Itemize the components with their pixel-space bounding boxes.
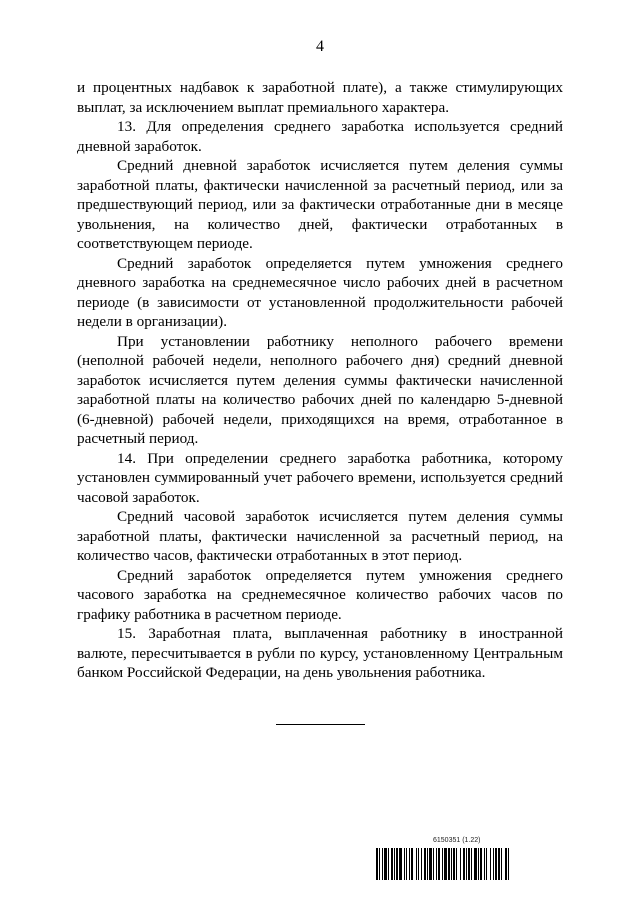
paragraph-item-15: 15. Заработная плата, выплаченная работнику в иностранной валюте, пересчитывается в рубли по курсу, установленному Центральным банком Российской Федерации, на день увольнения работника. (77, 625, 563, 681)
end-of-text-rule (276, 724, 365, 725)
page-number: 4 (316, 38, 324, 55)
paragraph: При установлении работнику неполного рабочего времени (неполной рабочей недели, неполного рабочего дня) средний дневной заработок исчисляется путем деления суммы фактически начисленной заработной платы на количество рабочих дней по календарю 5-дневной (6-дневной) рабочей недели, приходящихся на время, отработанное в расчетный период. (77, 332, 563, 447)
paragraph: Средний заработок определяется путем умножения среднего дневного заработка на среднемесячное число рабочих дней в расчетном периоде (в зависимости от установленной продолжительности рабочей недели в организации). (77, 254, 563, 330)
paragraph: Средний дневной заработок исчисляется путем деления суммы заработной платы, фактически начисленной за расчетный период, или за предшествующий период, или за фактически отработанные дни в месяце увольнения, на количество дней, фактически отработанных в соответствующем периоде. (77, 157, 563, 252)
paragraph-item-14: 14. При определении среднего заработка работника, которому установлен суммированный учет рабочего времени, используется средний часовой заработок. (77, 449, 563, 506)
barcode-icon (376, 848, 562, 880)
document-body (77, 78, 563, 683)
paragraph: Средний заработок определяется путем умножения среднего часового заработка на среднемесячное количество рабочих часов по графику работника в расчетном периоде. (77, 566, 563, 623)
paragraph-continuation: и процентных надбавок к заработной плате), а также стимулирующих выплат, за исключением выплат премиального характера. (77, 79, 563, 116)
paragraph-item-13: 13. Для определения среднего заработка используется средний дневной заработок. (77, 118, 563, 155)
document-code: 6150351 (1.22) (433, 837, 481, 844)
paragraph: Средний часовой заработок исчисляется путем деления суммы заработной платы, фактически начисленной за расчетный период, на количество часов, фактически отработанных в этот период. (77, 508, 563, 564)
